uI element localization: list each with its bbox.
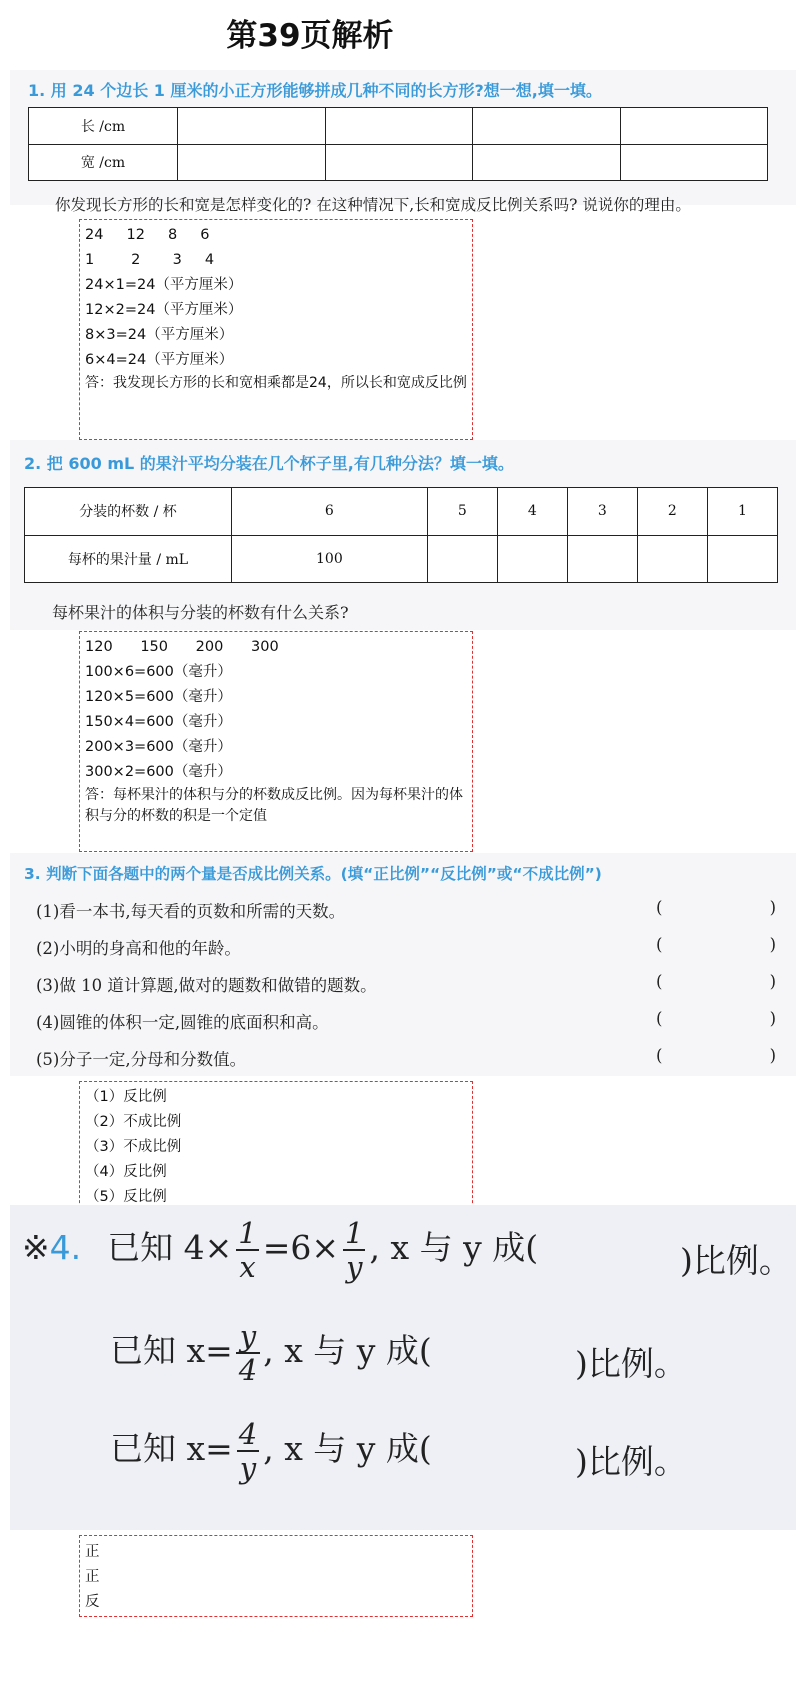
table-cell: 2 <box>637 488 707 536</box>
fraction: $\frac{1}{y}$ <box>345 1216 364 1284</box>
answer-line: 1 2 3 4 <box>85 252 215 268</box>
table-cell: 1 <box>707 488 777 536</box>
q3-item-text: (3)做 10 道计算题,做对的题数和做错的题数。 <box>36 976 377 995</box>
q3-heading: 3. 判断下面各题中的两个量是否成比例关系。(填“正比例”“反比例”或“不成比例”) <box>24 865 602 883</box>
q3-item-5 <box>36 1046 776 1070</box>
table-cell <box>178 108 326 145</box>
answer-line: 120×5=600（毫升） <box>85 689 232 705</box>
table-row-label: 宽 /cm <box>29 144 178 181</box>
q2-question: 每杯果汁的体积与分装的杯数有什么关系? <box>52 603 349 622</box>
table-cell: 5 <box>427 488 497 536</box>
table-cell <box>325 144 473 181</box>
q4-scan <box>10 1205 796 1530</box>
answer-line: （5）反比例 <box>85 1189 167 1205</box>
table-cell <box>178 144 326 181</box>
answer-parens: ( ) <box>656 935 776 954</box>
q4-line-3: 已知 x= $\frac{4}{y}$ , x 与 y 成( <box>110 1417 432 1485</box>
q3-item-2 <box>36 935 776 959</box>
q2-answer-box <box>79 631 473 852</box>
table-row <box>25 488 778 536</box>
q4-marker: ※ <box>22 1228 50 1267</box>
answer-line: 12×2=24（平方厘米） <box>85 302 243 318</box>
answer-line: （3）不成比例 <box>85 1139 182 1155</box>
table-cell <box>497 535 567 583</box>
answer-line: 150×4=600（毫升） <box>85 714 232 730</box>
table-cell <box>473 108 621 145</box>
table-cell <box>427 535 497 583</box>
answer-parens: ( ) <box>656 972 776 991</box>
answer-line: 120 150 200 300 <box>85 639 279 655</box>
answer-line: 正 <box>85 1569 100 1585</box>
answer-line: 6×4=24（平方厘米） <box>85 352 234 368</box>
answer-line: 8×3=24（平方厘米） <box>85 327 234 343</box>
table-row-label: 每杯的果汁量 / mL <box>25 535 232 583</box>
q3-item-text: (5)分子一定,分母和分数值。 <box>36 1050 247 1069</box>
q3-item-text: (2)小明的身高和他的年龄。 <box>36 939 241 958</box>
q4-line-1: ※4. 已知 4× $\frac{1}{x}$ =6× $\frac{1}{y}$ , x 与 y 成( <box>22 1216 539 1284</box>
answer-conclusion: 答：每杯果汁的体积与分的杯数成反比例。因为每杯果汁的体积与分的杯数的积是一个定值 <box>85 787 463 824</box>
q3-scan <box>10 853 796 1076</box>
q4-answer-box <box>79 1535 473 1617</box>
q4-line-2-end: )比例。 <box>575 1344 687 1383</box>
answer-conclusion: 答：我发现长方形的长和宽相乘都是24，所以长和宽成反比例 <box>85 375 467 391</box>
answer-line: （1）反比例 <box>85 1089 167 1105</box>
q4-line-2: 已知 x= $\frac{y}{4}$ , x 与 y 成( <box>110 1319 432 1387</box>
table-cell <box>473 144 621 181</box>
answer-line: 正 <box>85 1544 100 1560</box>
q1-heading: 1. 用 24 个边长 1 厘米的小正方形能够拼成几种不同的长方形?想一想,填一填。 <box>28 81 602 100</box>
table-row <box>29 108 768 145</box>
answer-line: 反 <box>85 1594 100 1610</box>
table-cell: 3 <box>567 488 637 536</box>
table-cell: 100 <box>232 535 428 583</box>
answer-parens: ( ) <box>656 898 776 917</box>
answer-line: 300×2=600（毫升） <box>85 764 232 780</box>
table-cell <box>567 535 637 583</box>
table-cell <box>707 535 777 583</box>
fraction: $\frac{y}{4}$ <box>236 1320 260 1386</box>
fraction: $\frac{4}{y}$ <box>238 1417 258 1485</box>
q4-line-1-end: )比例。 <box>680 1241 792 1280</box>
answer-line: （2）不成比例 <box>85 1114 182 1130</box>
q3-item-4 <box>36 1009 776 1033</box>
q3-item-3 <box>36 972 776 996</box>
table-row-label: 分装的杯数 / 杯 <box>25 488 232 536</box>
table-cell <box>620 144 768 181</box>
page-title: 第39页解析 <box>226 18 394 54</box>
q3-item-1 <box>36 898 776 922</box>
q3-item-text: (4)圆锥的体积一定,圆锥的底面积和高。 <box>36 1013 329 1032</box>
table-cell: 4 <box>497 488 567 536</box>
table-cell <box>637 535 707 583</box>
answer-parens: ( ) <box>656 1046 776 1065</box>
answer-line: 100×6=600（毫升） <box>85 664 232 680</box>
answer-line: （4）反比例 <box>85 1164 167 1180</box>
table-cell <box>620 108 768 145</box>
q3-item-text: (1)看一本书,每天看的页数和所需的天数。 <box>36 902 346 921</box>
answer-line: 200×3=600（毫升） <box>85 739 232 755</box>
answer-line: 24×1=24（平方厘米） <box>85 277 243 293</box>
q4-line-3-end: )比例。 <box>575 1442 687 1481</box>
table-row <box>29 144 768 181</box>
table-row <box>25 535 778 583</box>
table-row-label: 长 /cm <box>29 108 178 145</box>
fraction: $\frac{1}{x}$ <box>238 1216 257 1284</box>
q2-heading: 2. 把 600 mL 的果汁平均分装在几个杯子里,有几种分法？填一填。 <box>24 454 514 473</box>
q3-answer-box <box>79 1081 473 1213</box>
table-cell <box>325 108 473 145</box>
q2-table <box>24 487 778 583</box>
table-cell: 6 <box>232 488 428 536</box>
answer-parens: ( ) <box>656 1009 776 1028</box>
answer-line: 24 12 8 6 <box>85 227 210 243</box>
q1-answer-box <box>79 219 473 440</box>
q1-question: 你发现长方形的长和宽是怎样变化的? 在这种情况下,长和宽成反比例关系吗? 说说你的理由。 <box>55 196 691 214</box>
q1-table <box>28 107 768 181</box>
q4-number: 4. <box>49 1228 82 1267</box>
